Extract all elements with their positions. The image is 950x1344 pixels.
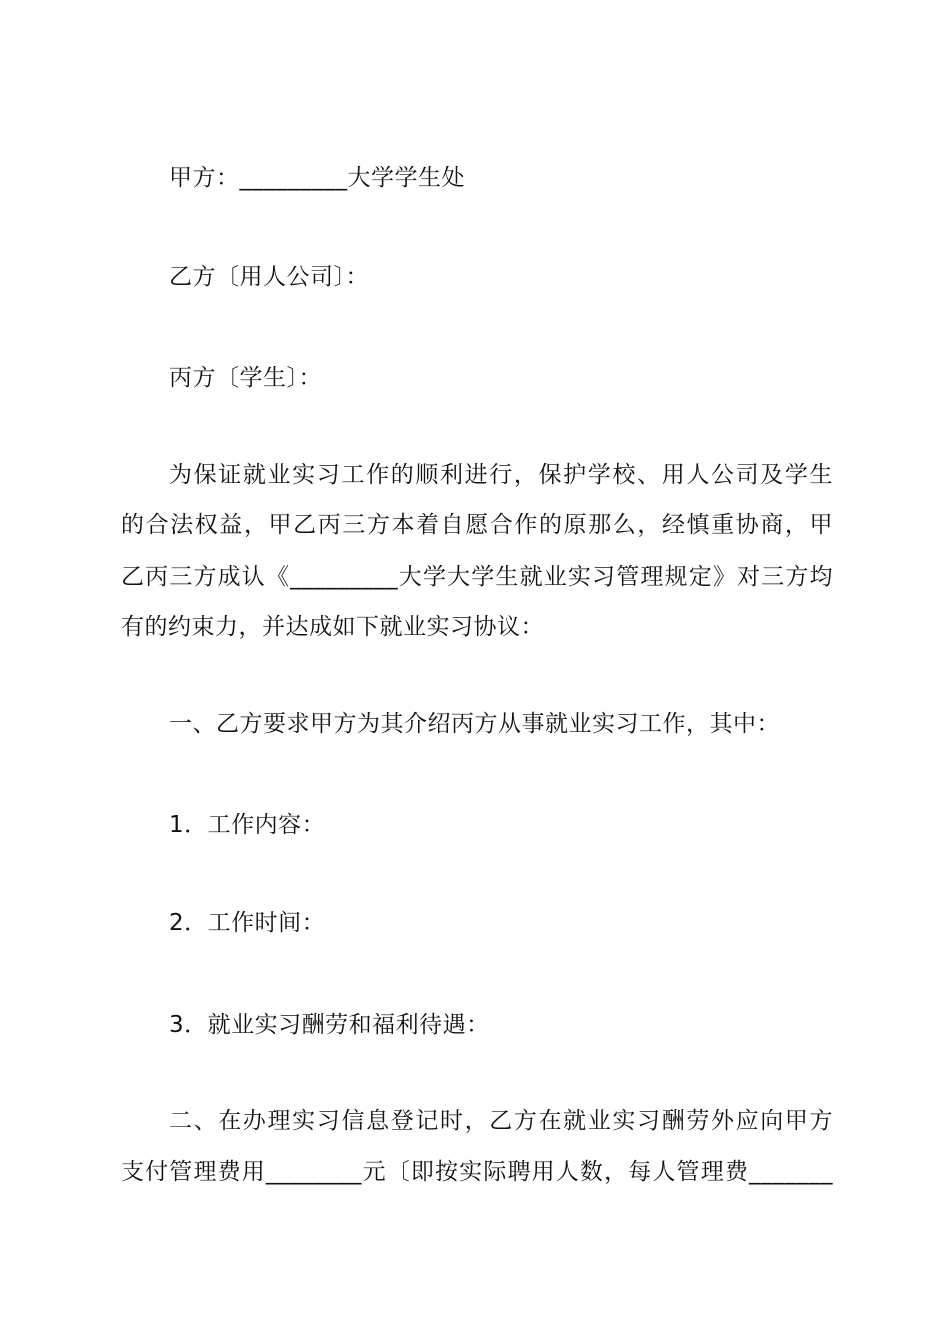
- preamble-line-3: 乙丙三方成认《_________大学大学生就业实习管理规定》对三方均: [121, 564, 833, 590]
- party-b-line: 乙方〔用人公司〕：: [169, 264, 369, 290]
- clause-2-line-2: 支付管理费用________元〔即按实际聘用人数，每人管理费_______: [121, 1159, 833, 1185]
- clause-1-item-work-content: 1．工作内容：: [169, 812, 326, 838]
- clause-2-line-1: 二、在办理实习信息登记时，乙方在就业实习酬劳外应向甲方: [169, 1108, 833, 1134]
- clause-1-heading: 一、乙方要求甲方为其介绍丙方从事就业实习工作，其中：: [169, 711, 780, 737]
- preamble-line-4: 有的约束力，并达成如下就业实习协议：: [121, 614, 544, 640]
- clause-1-item-pay-benefits: 3．就业实习酬劳和福利待遇：: [169, 1012, 490, 1038]
- preamble-line-1: 为保证就业实习工作的顺利进行，保护学校、用人公司及学生: [169, 462, 833, 488]
- party-a-line: 甲方：_________大学学生处: [169, 165, 465, 191]
- party-c-line: 丙方〔学生〕：: [169, 365, 322, 391]
- clause-1-item-work-time: 2．工作时间：: [169, 910, 326, 936]
- preamble-line-2: 的合法权益，甲乙丙三方本着自愿合作的原那么，经慎重协商，甲: [121, 512, 833, 538]
